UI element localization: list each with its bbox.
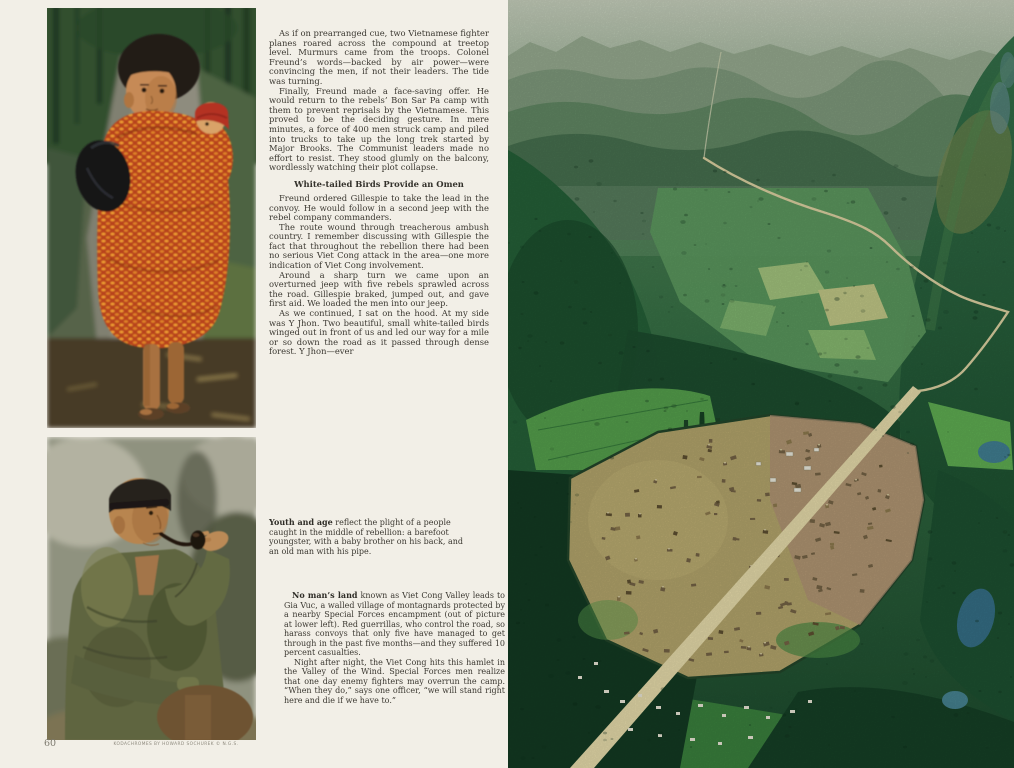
photo-boy-with-baby: [47, 8, 256, 428]
body-paragraph: The route wound through treacherous ambush country. I remember discussing with Gillespie the fact that throughout the rebellion there had been no serious Viet Cong attack in the area—one more indication of Viet Cong involvement.: [269, 221, 489, 271]
caption-no-mans-land: [284, 591, 505, 705]
body-text-column: [269, 29, 489, 357]
section-heading: White-tailed Birds Provide an Omen: [294, 178, 464, 189]
caption-text: reflect the plight of a people caught in the middle of rebellion: a barefoot youngster, with a baby brother on his back, and an old man with his pipe.: [269, 518, 463, 556]
aerial-photo-viet-cong-valley: [508, 0, 1014, 768]
body-paragraph: As if on prearranged cue, two Vietnamese fighter planes roared across the compound at treetop level. Murmurs came from the troops. Colonel Freund’s words—backed by air power—were convincing the men, if not their leaders. The tide was turning.: [269, 28, 489, 86]
photo-credit: KODACHROMES BY HOWARD SOCHUREK © N.G.S.: [113, 742, 239, 747]
caption-lead: No man’s land: [292, 590, 358, 600]
page-number: 60: [44, 738, 57, 749]
body-paragraph: As we continued, I sat on the hood. At my side was Y Jhon. Two beautiful, small white-tailed birds winged out in front of us and led our way for a mile or so down the road as it passed through dense forest. Y Jhon—ever: [269, 308, 489, 357]
caption-text: Night after night, the Viet Cong hits this hamlet in the Valley of the Wind. Special Forces men realize that one day enemy fighters may overrun the camp. “When they do,” says one officer, “we will stand right here and die if we have to.”: [284, 657, 505, 705]
caption-lead: Youth and age: [269, 517, 333, 527]
body-paragraph: Around a sharp turn we came upon an overturned jeep with five rebels sprawled across the road. Gillespie braked, jumped out, and gave first aid. We loaded the men into our jeep.: [269, 269, 489, 309]
caption-text: known as Viet Cong Valley leads to Gia Vuc, a walled village of montagnards protected by a nearby Special Forces encampment (out of picture at lower left). Red guerrillas, who control the road, so harass convoys that only five have managed to get through in the past five months—and they suffered 10 percent casualties.: [284, 591, 506, 657]
caption-youth-and-age: [269, 518, 470, 556]
body-paragraph: Finally, Freund made a face-saving offer. He would return to the rebels’ Bon Sar Pa camp with them to prevent reprisals by the Vietnamese. This proved to be the deciding gesture. In mere minutes, a force of 400 men struck camp and piled into trucks to take up the long trek started by Major Brooks. The Communist leaders made no effort to resist. They stood glumly on the balcony, wordlessly watching their plot collapse.: [269, 85, 489, 173]
body-paragraph: Freund ordered Gillespie to take the lead in the convoy. He would follow in a second jeep with the rebel company commanders.: [269, 192, 489, 223]
photo-old-man-pipe: [47, 437, 256, 740]
